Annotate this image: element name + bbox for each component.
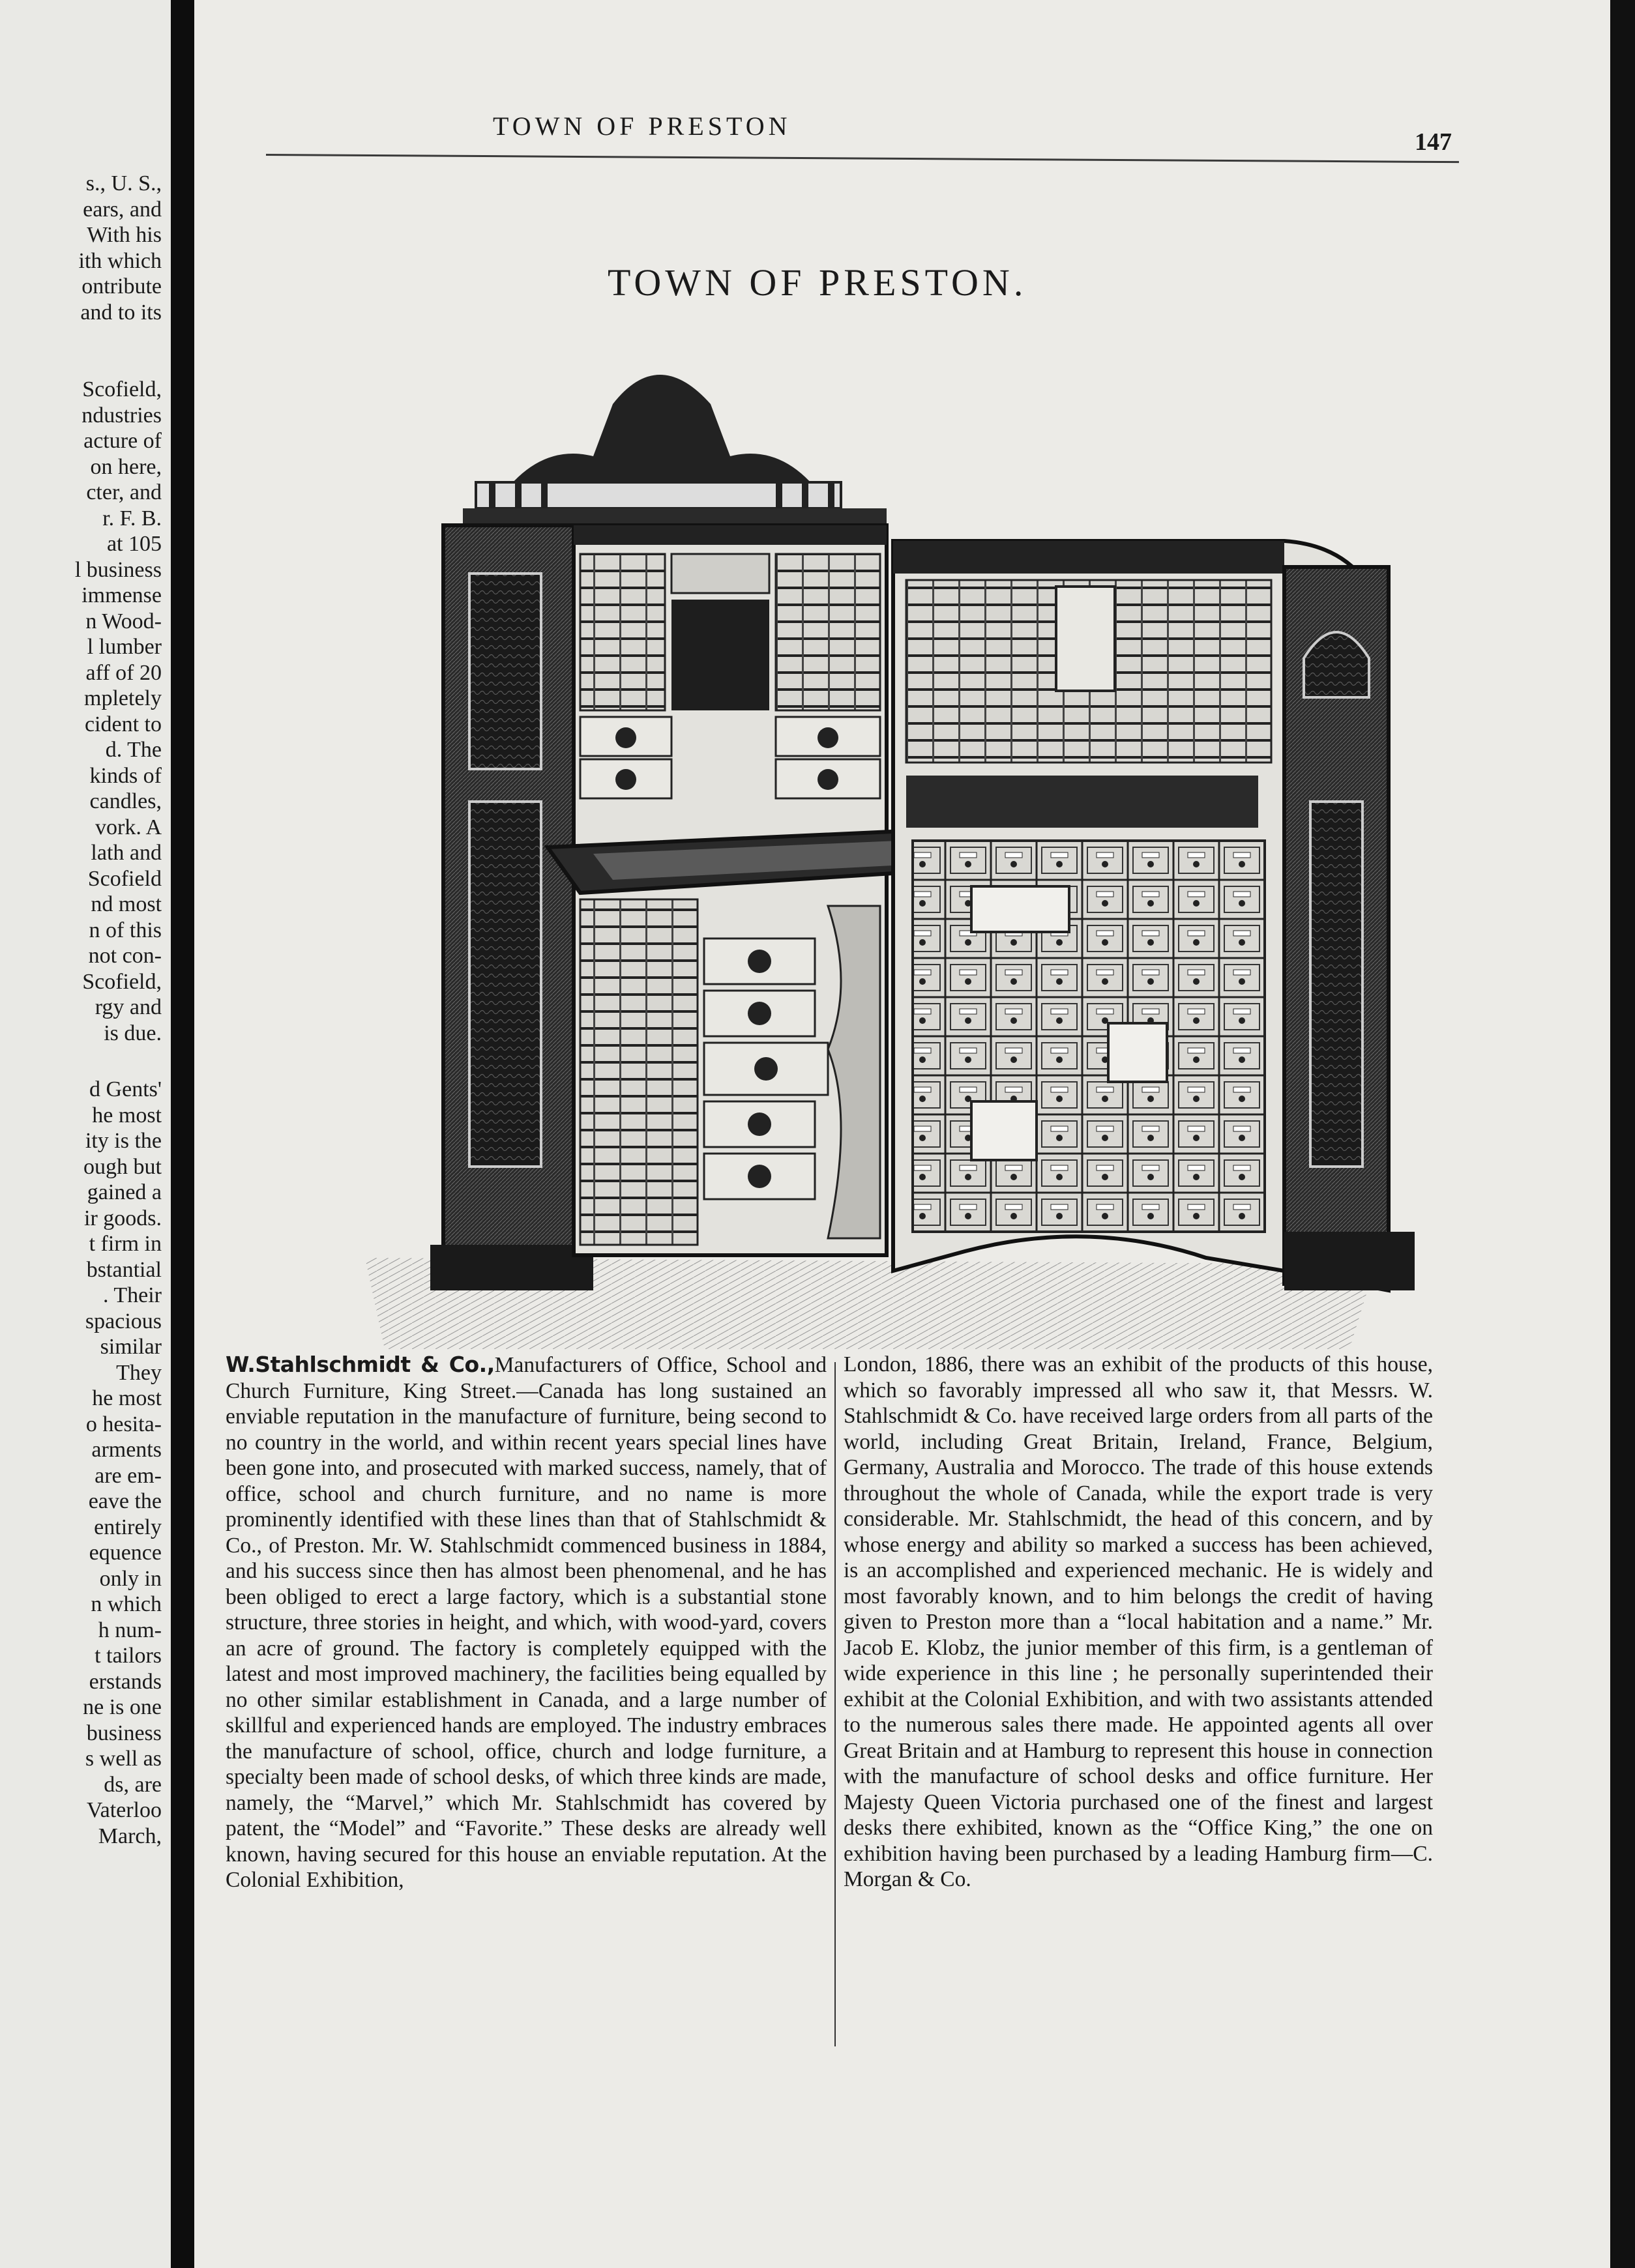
facing-page-line: d. The [105, 738, 162, 762]
facing-page-line: mpletely [84, 686, 162, 710]
facing-page-text-block-3 [83, 1077, 162, 1849]
facing-page-line: ir goods. [84, 1206, 162, 1230]
facing-page-line: n which [91, 1592, 162, 1616]
facing-page-line: Scofield, [82, 377, 162, 401]
facing-page-line: March, [98, 1824, 162, 1848]
facing-page-line: entirely [94, 1515, 162, 1539]
facing-page-line: ough but [83, 1154, 162, 1179]
facing-page-line: on here, [90, 454, 162, 479]
facing-page-line: ds, are [104, 1772, 162, 1797]
firm-name: W.Stahlschmidt & Co., [226, 1352, 495, 1377]
facing-page-line: l lumber [87, 635, 162, 659]
facing-page-line: They [116, 1360, 162, 1385]
facing-page-line: Scofield [87, 866, 162, 891]
facing-page-line: n of this [89, 918, 162, 942]
facing-page-line: acture of [83, 429, 162, 453]
facing-page-line: ity is the [85, 1129, 162, 1153]
facing-page-line: kinds of [89, 763, 162, 788]
facing-page-line: cident to [84, 712, 162, 736]
article-right-text: London, 1886, there was an exhibit of the products of this house, which so favorably impressed all who saw it, that Messrs. W. Stahlschmidt & Co. have received large orders from all parts of the world, including Great Britain, Ireland, France, Belgium, Germany, Australia and Morocco. The trade of this house extends throughout the whole of Canada, while the export trade is very considerable. Mr. Stahlschmidt, the head of this concern, and by whose energy and ability so marked a success has been achieved, is an accomplished and experienced mechanic. He is widely and most favorably known, and to him belongs the credit of having given to Preston more than a “local habitation and a name.” Mr. Jacob E. Klobz, the junior member of this firm, is a gentleman of wide experience in this line ; he personally superintended their exhibit at the Colonial Exhibition, and with two assistants attended to the numerous sales there made. He appointed agents all over Great Britain and at Hamburg to represent this house in connection with the manufacture of school desks and office furniture. Her Majesty Queen Victoria purchased one of the finest and largest desks there exhibited, known as the “Office King,” the one on exhibition having been purchased by a leading Hamburg firm—C. Morgan & Co. [844, 1352, 1433, 1891]
facing-page-text-block-2 [75, 377, 162, 1046]
facing-page-line: rgy and [95, 995, 162, 1019]
facing-page-line: not con- [88, 944, 162, 968]
facing-page-line: . Their [102, 1283, 162, 1307]
facing-page-line: s., U. S., [85, 171, 162, 196]
facing-page-line: ne is one [83, 1695, 162, 1719]
facing-page-line: r. F. B. [102, 506, 162, 531]
page-number: 147 [1415, 128, 1452, 156]
facing-page-line: business [86, 1721, 162, 1745]
facing-page-line: s well as [85, 1747, 162, 1771]
facing-page-line: at 105 [106, 532, 162, 556]
running-head: TOWN OF PRESTON [493, 111, 791, 141]
facing-page-line: lath and [91, 841, 162, 865]
facing-page-line: and to its [80, 300, 162, 325]
article-column-left [226, 1352, 827, 1893]
facing-page-line: nd most [91, 892, 162, 916]
facing-page-line: are em- [95, 1463, 162, 1488]
facing-page-line: l business [74, 557, 162, 582]
facing-page-text-block-1 [79, 171, 162, 325]
facing-page-line: n Wood- [85, 609, 162, 633]
desk-illustration [306, 332, 1421, 1362]
facing-page-line: Vaterloo [86, 1798, 162, 1822]
facing-page-line: spacious [85, 1309, 162, 1333]
facing-page-line: ears, and [83, 197, 162, 222]
facing-page-line: he most [92, 1386, 162, 1410]
column-rule [834, 1362, 836, 2046]
facing-page-line: vork. A [95, 815, 162, 839]
facing-page-line: equence [89, 1541, 162, 1565]
facing-page-line: candles, [89, 789, 162, 813]
article-left-text: Manufacturers of Office, School and Church Furniture, King Street.—Canada has long sustained an enviable reputation in the manufacture of furniture, being second to no country in the world, and within recent years special lines have been gone into, and prosecuted with marked success, namely, that of office, school and church furniture, and no name is more prominently identified with these lines than that of Stahlschmidt & Co., of Preston. Mr. W. Stahlschmidt commenced business in 1884, and his success since then has almost been phenomenal, and he has been obliged to erect a large factory, which is a substantial stone structure, three stories in height, and which, with wood-yard, covers an acre of ground. The factory is completely equipped with the latest and most improved machinery, the facilities being equalled by no other similar establishment in Canada, and a large number of skillful and experienced hands are employed. The industry embraces the manufacture of school, office, church and lodge furniture, a specialty been made of school desks, of which three kinds are made, namely, the “Marvel,” which Mr. Stahlschmidt has covered by patent, the “Model” and “Favorite.” These desks are already well known, having secured for this house an enviable reputation. At the Colonial Exhibition, [226, 1353, 827, 1892]
section-title: TOWN OF PRESTON. [608, 261, 1027, 304]
facing-page-line: erstands [89, 1669, 162, 1694]
facing-page-line: Scofield, [82, 969, 162, 994]
facing-page-line: immense [81, 583, 162, 607]
facing-page-line: With his [87, 223, 162, 247]
facing-page-line: similar [100, 1335, 162, 1359]
facing-page-line: h num- [98, 1618, 162, 1642]
facing-page-line: gained a [87, 1180, 162, 1204]
facing-page-line: eave the [88, 1489, 162, 1513]
facing-page-line: ontribute [81, 274, 162, 298]
facing-page-line: d Gents' [89, 1077, 162, 1101]
facing-page-line: cter, and [86, 480, 162, 504]
book-gutter [171, 0, 194, 2268]
facing-page-line: o hesita- [85, 1412, 162, 1436]
facing-page-line: he most [92, 1103, 162, 1127]
facing-page-line: t tailors [95, 1644, 162, 1668]
facing-page-line: ndustries [81, 403, 162, 428]
facing-page-line: bstantial [86, 1257, 162, 1282]
facing-page-line: t firm in [89, 1232, 162, 1256]
page-edge [1610, 0, 1635, 2268]
facing-page-line: is due. [104, 1021, 162, 1045]
facing-page-line: only in [99, 1566, 162, 1591]
article-column-right [844, 1352, 1433, 1893]
facing-page-line: arments [91, 1438, 162, 1462]
facing-page-line: ith which [78, 248, 162, 273]
facing-page-line: aff of 20 [85, 660, 162, 685]
facing-page-fragment [0, 0, 171, 2268]
